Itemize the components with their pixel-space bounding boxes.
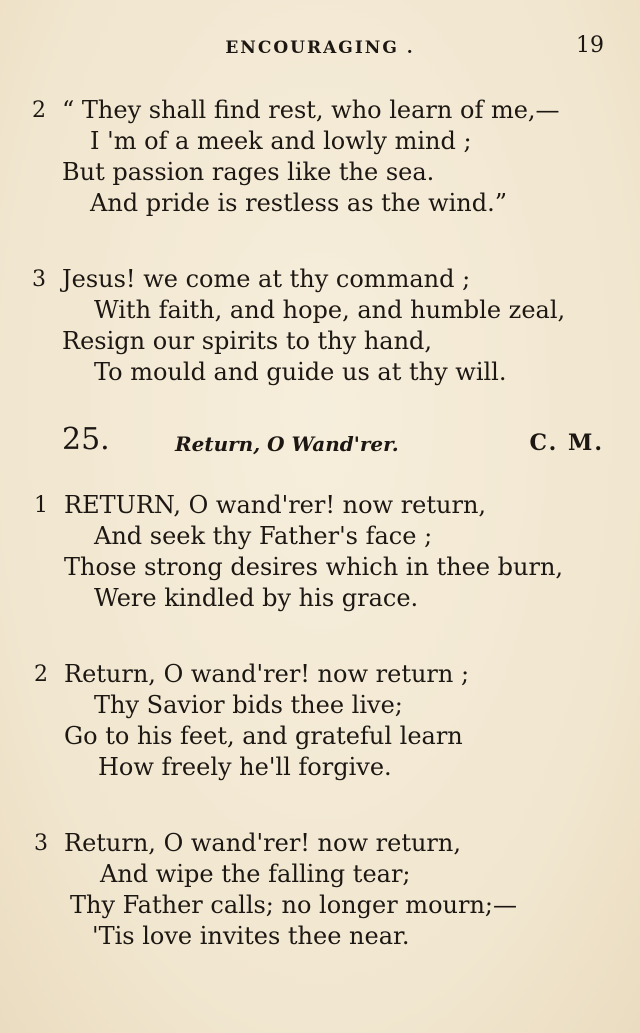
verse-line: Were kindled by his grace. [94, 584, 419, 612]
verse-line: RETURN, O wand'rer! now return, [64, 491, 487, 519]
page-number: 19 [576, 33, 604, 58]
verse-line: Thy Father calls; no longer mourn;— [70, 891, 517, 919]
verse-line: How freely he'll forgive. [98, 753, 392, 781]
hymn-meter: C. M. [529, 430, 604, 456]
verse-line: “ They shall find rest, who learn of me,— [62, 96, 560, 124]
verse-line: Return, O wand'rer! now return, [64, 829, 461, 857]
verse-line: I 'm of a meek and lowly mind ; [90, 127, 472, 155]
stanza-number: 2 [32, 98, 46, 123]
verse-line: Go to his feet, and grateful learn [64, 722, 463, 750]
verse-line: Return, O wand'rer! now return ; [64, 660, 470, 688]
hymn-title: Return, O Wand'rer. [175, 432, 399, 456]
verse-line: 'Tis love invites thee near. [92, 922, 410, 950]
running-title: ENCOURAGING . [225, 38, 415, 58]
verse-line: To mould and guide us at thy will. [94, 358, 507, 386]
stanza-number: 2 [34, 662, 48, 687]
stanza-number: 3 [32, 267, 46, 292]
verse-line: And pride is restless as the wind.” [90, 189, 508, 217]
verse-line: Thy Savior bids thee live; [94, 691, 403, 719]
verse-line: Those strong desires which in thee burn, [64, 553, 564, 581]
verse-line: But passion rages like the sea. [62, 158, 435, 186]
hymn-number: 25. [62, 422, 110, 457]
verse-line: With faith, and hope, and humble zeal, [94, 296, 566, 324]
stanza-number: 3 [34, 831, 48, 856]
verse-line: Resign our spirits to thy hand, [62, 327, 433, 355]
verse-line: And seek thy Father's face ; [94, 522, 433, 550]
verse-line: Jesus! we come at thy command ; [62, 265, 471, 293]
stanza-number: 1 [34, 493, 48, 518]
verse-line: And wipe the falling tear; [100, 860, 411, 888]
